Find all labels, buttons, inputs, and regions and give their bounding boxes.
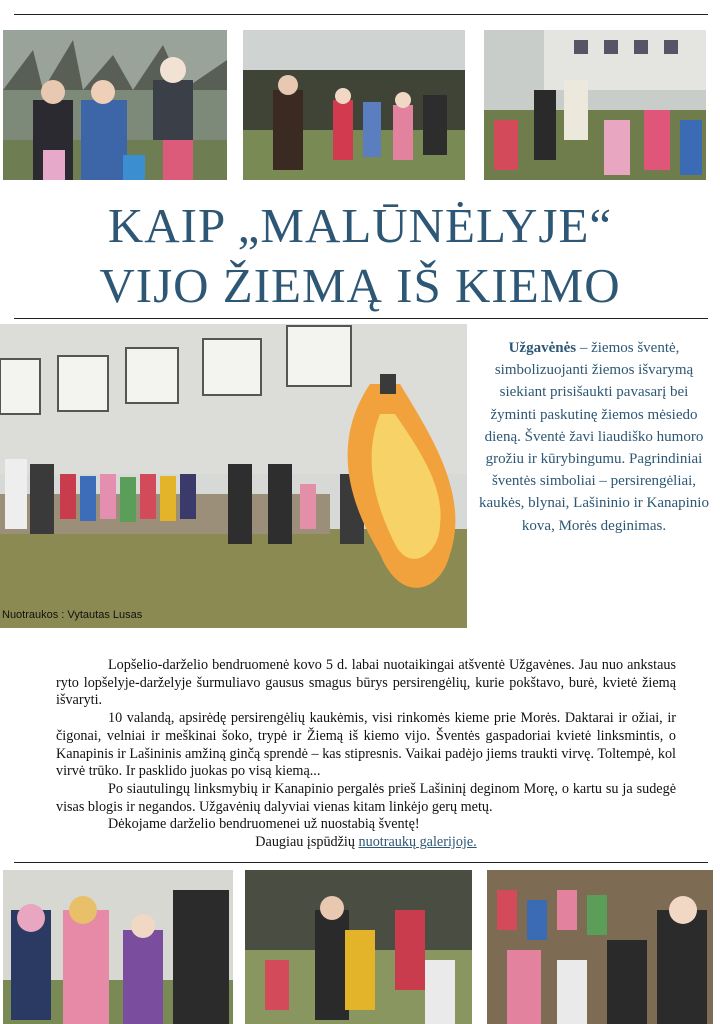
photo-bottom-middle	[245, 870, 472, 1024]
paragraph-2: 10 valandą, apsirėdę persirengėlių kaukėmis, visi rinkomės kieme prie Morės. Daktarai ir ožiai, ir čigonai, velniai ir meškinai šoko, trypė ir Žiemą iš kiemo vijo. Šventės gaspadoriai kvietė linksmintis, o Kanapinis ir Lašininis amžiną ginčą sprendė – kas stipresnis. Vaikai padėjo jiems traukti virvę. Toltempė, kol virvė trūko. Ir pasklido juokas po visą kiemą...	[56, 710, 676, 780]
article-body	[56, 657, 676, 852]
paragraph-1: Lopšelio-darželio bendruomenė kovo 5 d. labai nuotaikingai atšventė Užgavėnes. Jau nuo ankstaus ryto lopšelyje-darželyje šurmuliavo gausus smagus būrys persirengėlių, kurie pokštavo, burė, kvietė žiemą išvaryti.	[56, 657, 676, 709]
sidebar-text: – žiemos šventė, simbolizuojanti žiemos išvarymą siekiant prisišaukti pavasarį bei žyminti paskutinę žiemos mėsiedo dieną. Šventė žavi liaudiško humoro grožiu ir kūrybingumu. Pagrindiniai šventės simboliai – persirengėliai, kaukės, blynai, Lašininio ir Kanapinio kova, Morės deginimas.	[479, 340, 709, 534]
photo-credit: Nuotraukos : Vytautas Lusas	[2, 609, 143, 621]
gallery-prefix: Daugiau įspūdžių	[255, 834, 359, 851]
gallery-line	[56, 834, 676, 852]
photo-top-middle	[243, 30, 465, 180]
gallery-link[interactable]: nuotraukų galerijoje.	[358, 834, 477, 851]
sidebar-lead: Užgavėnės	[508, 340, 577, 356]
title-line-1: KAIP „MALŪNĖLYJE“	[107, 198, 613, 253]
paragraph-4: Dėkojame darželio bendruomenei už nuostabią šventę!	[108, 816, 420, 833]
photo-bottom-left	[3, 870, 233, 1024]
photo-bottom-right	[487, 870, 713, 1024]
main-photo	[0, 324, 467, 628]
photo-top-right	[484, 30, 706, 180]
top-rule	[14, 14, 708, 15]
sidebar-description	[478, 337, 710, 537]
photo-top-left	[3, 30, 227, 180]
bottom-rule	[14, 862, 708, 863]
paragraph-3: Po siautulingų linksmybių ir Kanapinio pergalės prieš Lašininį deginom Morę, o kartu su ja sudegė visas blogis ir negandos. Užgavėnių dalyviai vienas kitam linkėjo gerų metų.	[56, 780, 676, 815]
title-rule	[14, 318, 708, 319]
title-line-2: VIJO ŽIEMĄ IŠ KIEMO	[99, 258, 621, 313]
article-title	[0, 196, 720, 316]
